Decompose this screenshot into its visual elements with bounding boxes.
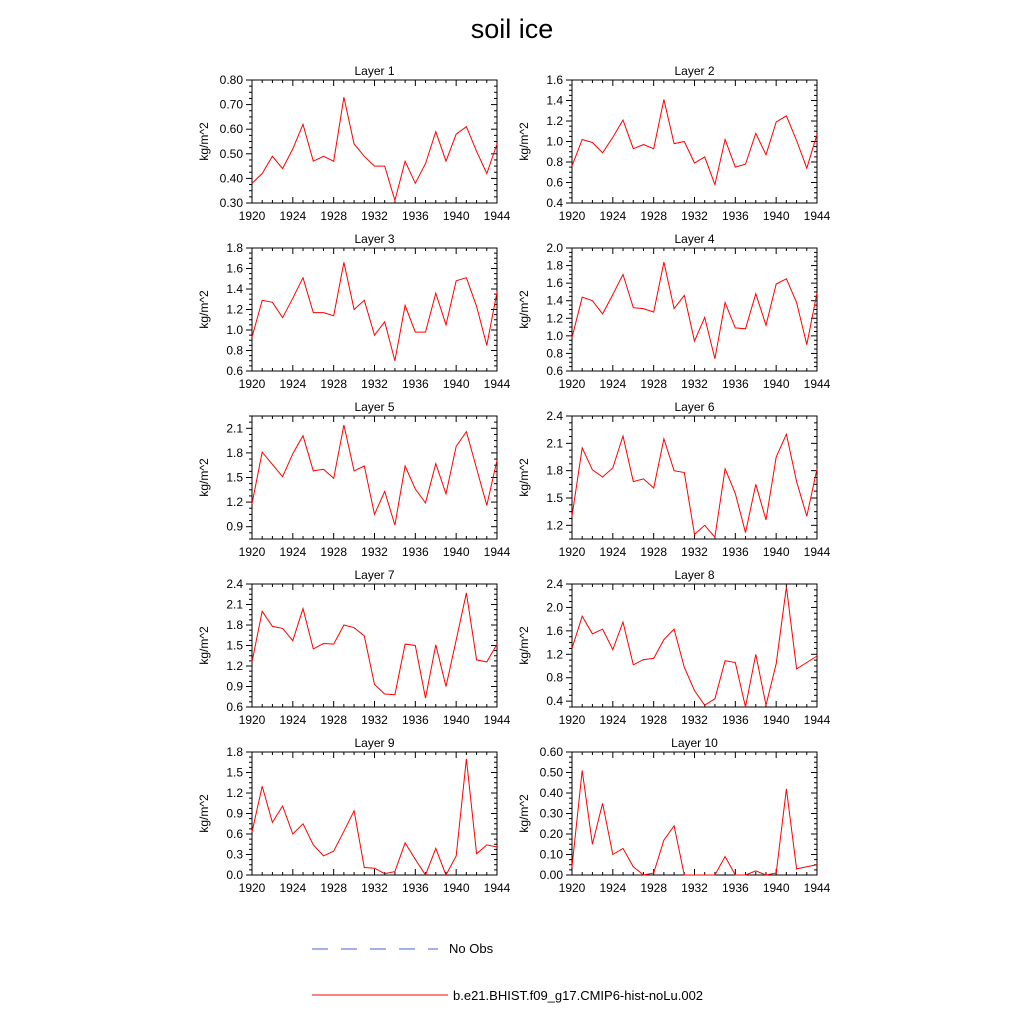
x-tick-label: 1944: [483, 377, 511, 391]
y-tick-label: 0.9: [226, 679, 243, 694]
x-tick-label: 1928: [320, 881, 348, 895]
y-tick-label: 1.5: [226, 765, 243, 780]
plot-frame: [252, 416, 497, 539]
y-tick-label: 0.00: [539, 868, 563, 882]
y-tick-label: 1.6: [226, 261, 243, 276]
y-tick-label: 1.5: [226, 470, 243, 485]
x-tick-label: 1936: [721, 713, 749, 727]
x-tick-label: 1920: [558, 713, 586, 727]
x-tick-label: 1936: [401, 881, 429, 895]
x-tick-label: 1940: [442, 545, 470, 559]
y-tick-label: 1.8: [226, 745, 243, 759]
x-tick-label: 1924: [599, 545, 627, 559]
x-tick-label: 1928: [640, 881, 668, 895]
x-tick-label: 1936: [721, 881, 749, 895]
y-tick-label: 1.8: [226, 618, 243, 632]
x-tick-label: 1924: [279, 713, 307, 727]
y-tick-label: 2.0: [546, 600, 563, 615]
x-tick-label: 1940: [762, 881, 790, 895]
x-tick-label: 1928: [640, 545, 668, 559]
legend-model-label: b.e21.BHIST.f09_g17.CMIP6-hist-noLu.002: [453, 988, 704, 1003]
x-tick-label: 1924: [599, 713, 627, 727]
y-tick-label: 1.4: [546, 93, 563, 108]
y-tick-label: 1.2: [546, 647, 563, 662]
y-tick-label: 1.8: [546, 258, 563, 273]
y-axis-label: kg/m^2: [197, 458, 211, 497]
panel-layer-6: [517, 400, 831, 559]
x-tick-label: 1928: [320, 377, 348, 391]
x-tick-label: 1944: [483, 713, 511, 727]
y-tick-label: 0.3: [226, 847, 243, 862]
y-tick-label: 2.1: [226, 597, 243, 612]
x-tick-label: 1928: [320, 713, 348, 727]
y-tick-label: 1.5: [226, 638, 243, 653]
y-axis-label: kg/m^2: [197, 290, 211, 329]
y-tick-label: 0.8: [546, 155, 563, 169]
y-tick-label: 0.30: [539, 806, 563, 821]
y-tick-label: 2.1: [546, 436, 563, 451]
y-tick-label: 0.6: [226, 827, 243, 841]
x-tick-label: 1936: [721, 209, 749, 223]
legend-obs-line: [310, 943, 440, 955]
y-tick-label: 0.6: [226, 700, 243, 714]
x-tick-label: 1940: [442, 209, 470, 223]
x-tick-label: 1936: [721, 377, 749, 391]
y-tick-label: 0.20: [539, 827, 563, 841]
y-tick-label: 1.2: [226, 786, 243, 800]
series-line: [252, 759, 497, 875]
x-tick-label: 1932: [681, 209, 708, 223]
x-tick-label: 1936: [401, 209, 429, 223]
y-tick-label: 0.80: [219, 73, 243, 87]
x-tick-label: 1940: [762, 377, 790, 391]
y-tick-label: 1.2: [546, 518, 563, 533]
x-tick-label: 1944: [803, 209, 831, 223]
y-tick-label: 0.9: [226, 806, 243, 821]
y-tick-label: 0.8: [546, 670, 563, 685]
y-axis-label: kg/m^2: [197, 794, 211, 833]
plot-frame: [252, 248, 497, 371]
plot-frame: [572, 80, 817, 203]
panel-title: Layer 7: [354, 568, 395, 582]
y-tick-label: 0.9: [226, 519, 243, 534]
panel-title: Layer 2: [674, 64, 715, 78]
y-tick-label: 1.6: [546, 73, 563, 87]
panel-title: Layer 10: [671, 736, 718, 750]
y-tick-label: 0.6: [546, 175, 563, 190]
x-tick-label: 1924: [599, 377, 627, 391]
x-tick-label: 1932: [681, 881, 708, 895]
panel-layer-7: [197, 568, 511, 727]
y-tick-label: 0.6: [226, 364, 243, 378]
x-tick-label: 1920: [238, 545, 266, 559]
y-tick-label: 1.4: [546, 293, 563, 308]
y-axis-label: kg/m^2: [517, 794, 531, 833]
x-tick-label: 1920: [558, 209, 586, 223]
x-tick-label: 1932: [361, 713, 388, 727]
y-axis-label: kg/m^2: [517, 626, 531, 665]
x-tick-label: 1928: [640, 209, 668, 223]
y-tick-label: 1.0: [546, 134, 563, 149]
panel-title: Layer 3: [354, 232, 395, 246]
x-tick-label: 1920: [558, 881, 586, 895]
y-tick-label: 0.10: [539, 847, 563, 862]
y-axis-label: kg/m^2: [197, 626, 211, 665]
y-axis-label: kg/m^2: [517, 290, 531, 329]
y-tick-label: 1.2: [226, 659, 243, 673]
panel-layer-5: [197, 400, 511, 559]
panel-title: Layer 1: [354, 64, 395, 78]
x-tick-label: 1920: [558, 377, 586, 391]
y-axis-label: kg/m^2: [517, 458, 531, 497]
x-tick-label: 1928: [640, 713, 668, 727]
x-tick-label: 1924: [599, 209, 627, 223]
y-tick-label: 0.60: [219, 122, 243, 137]
y-tick-label: 1.8: [226, 241, 243, 255]
series-line: [572, 587, 817, 707]
x-tick-label: 1924: [279, 881, 307, 895]
x-tick-label: 1936: [401, 377, 429, 391]
y-tick-label: 2.4: [226, 577, 243, 591]
y-axis-label: kg/m^2: [517, 122, 531, 161]
panel-layer-4: [517, 232, 831, 391]
x-tick-label: 1924: [599, 881, 627, 895]
legend-model-line: [310, 989, 450, 1001]
x-tick-label: 1920: [238, 713, 266, 727]
y-tick-label: 0.30: [219, 196, 243, 210]
y-tick-label: 0.4: [546, 694, 563, 709]
x-tick-label: 1940: [762, 209, 790, 223]
series-line: [572, 100, 817, 185]
y-tick-label: 0.60: [539, 745, 563, 759]
panel-title: Layer 5: [354, 400, 395, 414]
x-tick-label: 1936: [401, 713, 429, 727]
y-tick-label: 2.1: [226, 421, 243, 436]
y-tick-label: 1.0: [226, 323, 243, 337]
y-tick-label: 0.70: [219, 97, 243, 112]
x-tick-label: 1936: [721, 545, 749, 559]
x-tick-label: 1928: [640, 377, 668, 391]
y-tick-label: 0.50: [219, 146, 243, 161]
x-tick-label: 1944: [803, 545, 831, 559]
series-line: [572, 262, 817, 359]
y-tick-label: 1.4: [226, 282, 243, 296]
x-tick-label: 1920: [238, 881, 266, 895]
panel-layer-8: [517, 568, 831, 727]
y-tick-label: 2.4: [546, 409, 563, 423]
y-tick-label: 0.0: [226, 868, 243, 882]
y-tick-label: 0.40: [539, 786, 563, 800]
x-tick-label: 1944: [803, 377, 831, 391]
x-tick-label: 1944: [803, 881, 831, 895]
y-tick-label: 0.8: [226, 343, 243, 358]
y-tick-label: 1.2: [226, 302, 243, 317]
chart-title: soil ice: [470, 14, 554, 44]
panel-layer-2: [517, 64, 831, 223]
y-tick-label: 1.5: [546, 491, 563, 505]
plot-frame: [252, 584, 497, 707]
x-tick-label: 1920: [238, 209, 266, 223]
y-tick-label: 0.50: [539, 765, 563, 780]
x-tick-label: 1928: [320, 545, 348, 559]
x-tick-label: 1944: [483, 209, 511, 223]
x-tick-label: 1940: [762, 713, 790, 727]
x-tick-label: 1920: [238, 377, 266, 391]
y-tick-label: 1.2: [546, 114, 563, 128]
x-tick-label: 1936: [401, 545, 429, 559]
y-tick-label: 1.6: [546, 623, 563, 638]
x-tick-label: 1940: [442, 881, 470, 895]
y-tick-label: 0.40: [219, 171, 243, 186]
y-tick-label: 1.2: [546, 311, 563, 326]
plot-frame: [252, 80, 497, 203]
y-tick-label: 1.2: [226, 495, 243, 510]
plot-frame: [572, 584, 817, 707]
panel-layer-9: [197, 736, 511, 895]
y-tick-label: 1.8: [226, 445, 243, 460]
y-tick-label: 1.6: [546, 276, 563, 291]
y-tick-label: 2.4: [546, 577, 563, 591]
legend-obs-label: No Obs: [449, 941, 494, 956]
x-tick-label: 1940: [762, 545, 790, 559]
panel-layer-1: [197, 64, 511, 223]
panel-title: Layer 8: [674, 568, 715, 582]
series-line: [252, 425, 497, 525]
panel-layer-3: [197, 232, 511, 391]
y-tick-label: 0.4: [546, 196, 563, 210]
x-tick-label: 1932: [361, 209, 388, 223]
x-tick-label: 1932: [361, 545, 388, 559]
y-axis-label: kg/m^2: [197, 122, 211, 161]
x-tick-label: 1940: [442, 713, 470, 727]
panel-title: Layer 6: [674, 400, 715, 414]
x-tick-label: 1932: [681, 713, 708, 727]
plot-frame: [572, 416, 817, 539]
x-tick-label: 1944: [803, 713, 831, 727]
y-tick-label: 2.0: [546, 241, 563, 255]
x-tick-label: 1944: [483, 881, 511, 895]
x-tick-label: 1920: [558, 545, 586, 559]
x-tick-label: 1928: [320, 209, 348, 223]
y-tick-label: 0.8: [546, 346, 563, 361]
y-tick-label: 1.0: [546, 328, 563, 343]
series-line: [252, 97, 497, 200]
plot-frame: [572, 248, 817, 371]
x-tick-label: 1932: [361, 881, 388, 895]
x-tick-label: 1924: [279, 377, 307, 391]
x-tick-label: 1924: [279, 545, 307, 559]
panel-title: Layer 9: [354, 736, 395, 750]
x-tick-label: 1932: [681, 377, 708, 391]
x-tick-label: 1924: [279, 209, 307, 223]
panel-layer-10: [517, 736, 831, 895]
plot-frame: [572, 752, 817, 875]
series-line: [572, 434, 817, 537]
series-line: [572, 771, 817, 876]
y-tick-label: 0.6: [546, 364, 563, 378]
series-line: [252, 262, 497, 360]
x-tick-label: 1932: [681, 545, 708, 559]
series-line: [252, 593, 497, 698]
y-tick-label: 1.8: [546, 463, 563, 478]
panel-title: Layer 4: [674, 232, 715, 246]
x-tick-label: 1932: [361, 377, 388, 391]
x-tick-label: 1940: [442, 377, 470, 391]
x-tick-label: 1944: [483, 545, 511, 559]
